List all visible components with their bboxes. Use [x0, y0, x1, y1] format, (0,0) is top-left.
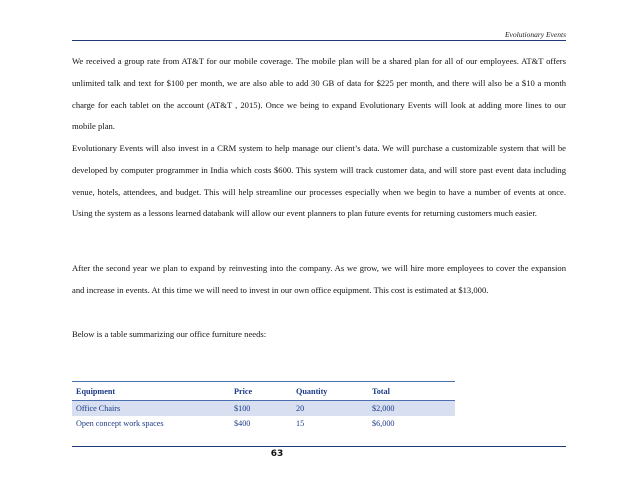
paragraph-expansion: After the second year we plan to expand by reinvesting into the company. As we grow, we will hire more employees to cover the expansion and increase in events. At this time we will need to invest in our own office equipment. This cost is estimated at $13,000.: [72, 263, 566, 295]
table-header-price: Price: [234, 386, 253, 396]
paragraph-crm-system: Evolutionary Events will also invest in a CRM system to help manage our client’s data. We will purchase a customizable system that will be developed by computer programmer in India which costs $600. This system will track customer data, and will store past event data including venue, hotels, attendees, and budget. This will help streamline our processes especially when we begin to have a number of events at once. Using the system as a lessons learned databank will allow our event planners to plan future events for returning customers much easier.: [72, 143, 566, 219]
table-cell: $400: [234, 419, 251, 428]
table-cell: Office Chairs: [76, 404, 121, 413]
table-header-quantity: Quantity: [296, 386, 328, 396]
table-cell: Open concept work spaces: [76, 419, 164, 428]
table-cell: 15: [296, 419, 305, 428]
table-cell: 20: [296, 404, 305, 413]
paragraph-mobile-plan: We received a group rate from AT&T for our mobile coverage. The mobile plan will be a shared plan for all of our employees. AT&T offers unlimited talk and text for $100 per month, we are also able to add 30 GB of data for $225 per month, and there will also be a $10 a month charge for each tablet on the account (AT&T , 2015). Once we being to expand Evolutionary Events will look at adding more lines to our mobile plan.: [72, 56, 566, 132]
table-header-total: Total: [372, 386, 390, 396]
paragraph-table-intro: Below is a table summarizing our office furniture needs:: [72, 329, 267, 339]
table-header-row: [72, 382, 455, 401]
table-cell: $2,000: [372, 404, 395, 413]
table-row: [72, 401, 455, 417]
page-number: 63: [270, 449, 284, 459]
footer-rule: [72, 446, 566, 447]
header-title: Evolutionary Events: [504, 30, 566, 39]
table-cell: $6,000: [372, 419, 395, 428]
furniture-table: [72, 381, 455, 431]
table-header-equipment: Equipment: [76, 386, 116, 396]
table-row: [72, 416, 455, 431]
table-cell: $100: [234, 404, 251, 413]
header-rule: [72, 40, 566, 41]
